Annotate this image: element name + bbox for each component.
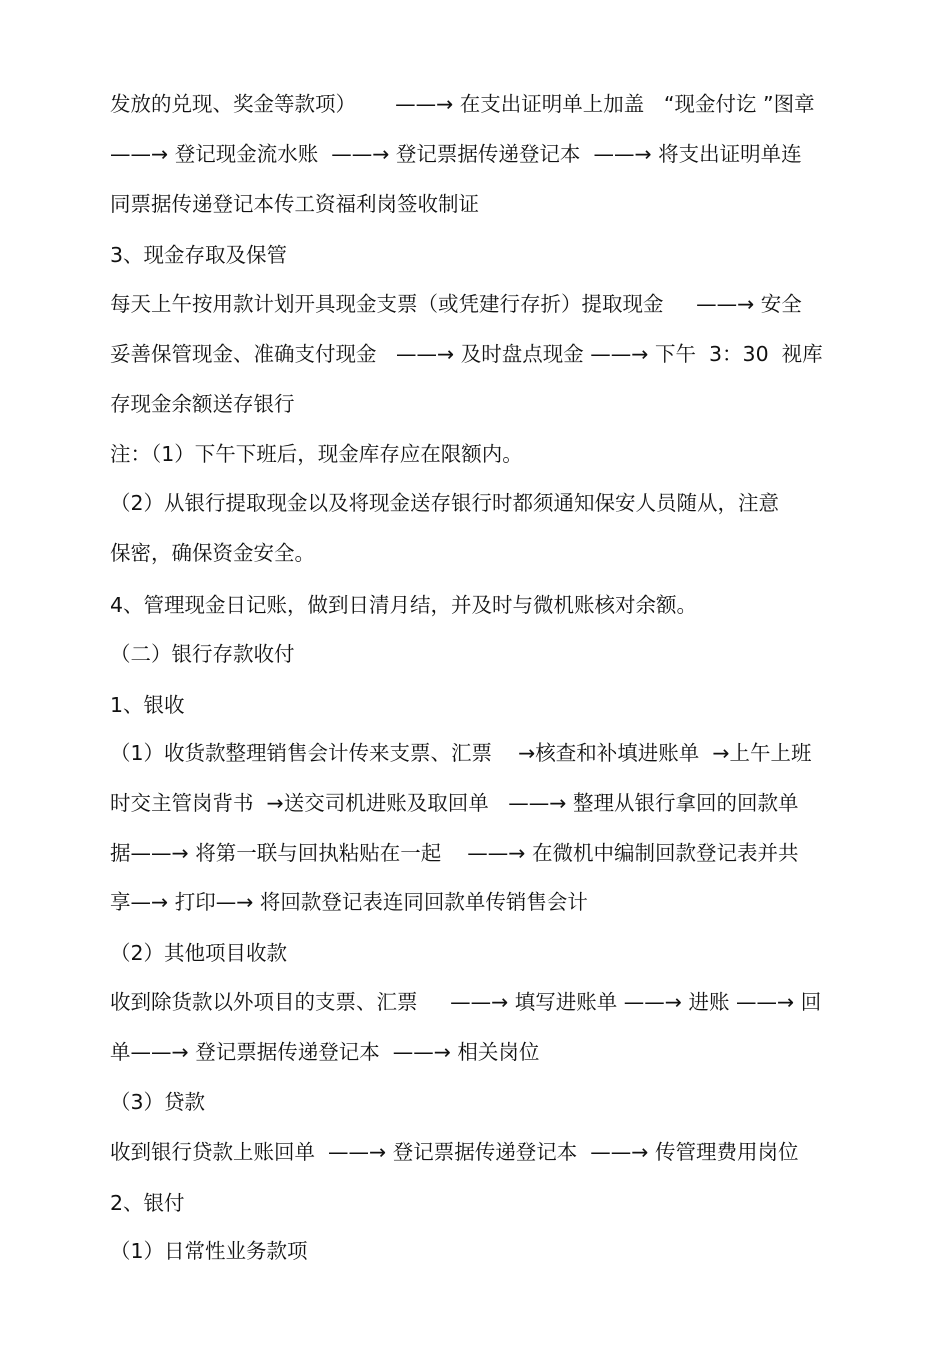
text-line: 据——→ 将第一联与回执粘贴在一起 ——→ 在微机中编制回款登记表并共 [110, 841, 799, 865]
section-heading: （二）银行存款收付 [110, 642, 295, 666]
text-line: 存现金余额送存银行 [110, 392, 295, 416]
text-line: 单——→ 登记票据传递登记本 ——→ 相关岗位 [110, 1040, 540, 1064]
section-heading: 4、管理现金日记账，做到日清月结，并及时与微机账核对余额。 [110, 593, 698, 617]
section-heading: 3、现金存取及保管 [110, 243, 288, 267]
note-line: 注：（1）下午下班后，现金库存应在限额内。 [110, 442, 523, 466]
text-line: 发放的兑现、奖金等款项） ——→ 在支出证明单上加盖 “现金付讫 ”图章 [110, 92, 815, 116]
text-line: 时交主管岗背书 →送交司机进账及取回单 ——→ 整理从银行拿回的回款单 [110, 791, 799, 815]
section-heading: （1）日常性业务款项 [110, 1239, 308, 1263]
section-heading: （3）贷款 [110, 1090, 206, 1114]
text-line: ——→ 登记现金流水账 ——→ 登记票据传递登记本 ——→ 将支出证明单连 [110, 142, 802, 166]
text-line: （1）收货款整理销售会计传来支票、汇票 →核查和补填进账单 →上午上班 [110, 741, 812, 765]
text-line: 享—→ 打印—→ 将回款登记表连同回款单传销售会计 [110, 890, 588, 914]
section-heading: （2）其他项目收款 [110, 941, 288, 965]
section-heading: 1、银收 [110, 693, 185, 717]
text-line: 妥善保管现金、准确支付现金 ——→ 及时盘点现金 ——→ 下午 3：30 视库 [110, 342, 823, 366]
text-line: 收到除货款以外项目的支票、汇票 ——→ 填写进账单 ——→ 进账 ——→ 回 [110, 990, 822, 1014]
text-line: 同票据传递登记本传工资福利岗签收制证 [110, 192, 479, 216]
text-line: 收到银行贷款上账回单 ——→ 登记票据传递登记本 ——→ 传管理费用岗位 [110, 1140, 799, 1164]
note-line: 保密，确保资金安全。 [110, 541, 315, 565]
text-line: 每天上午按用款计划开具现金支票（或凭建行存折）提取现金 ——→ 安全 [110, 292, 802, 316]
section-heading: 2、银付 [110, 1191, 185, 1215]
note-line: （2）从银行提取现金以及将现金送存银行时都须通知保安人员随从，注意 [110, 491, 780, 515]
